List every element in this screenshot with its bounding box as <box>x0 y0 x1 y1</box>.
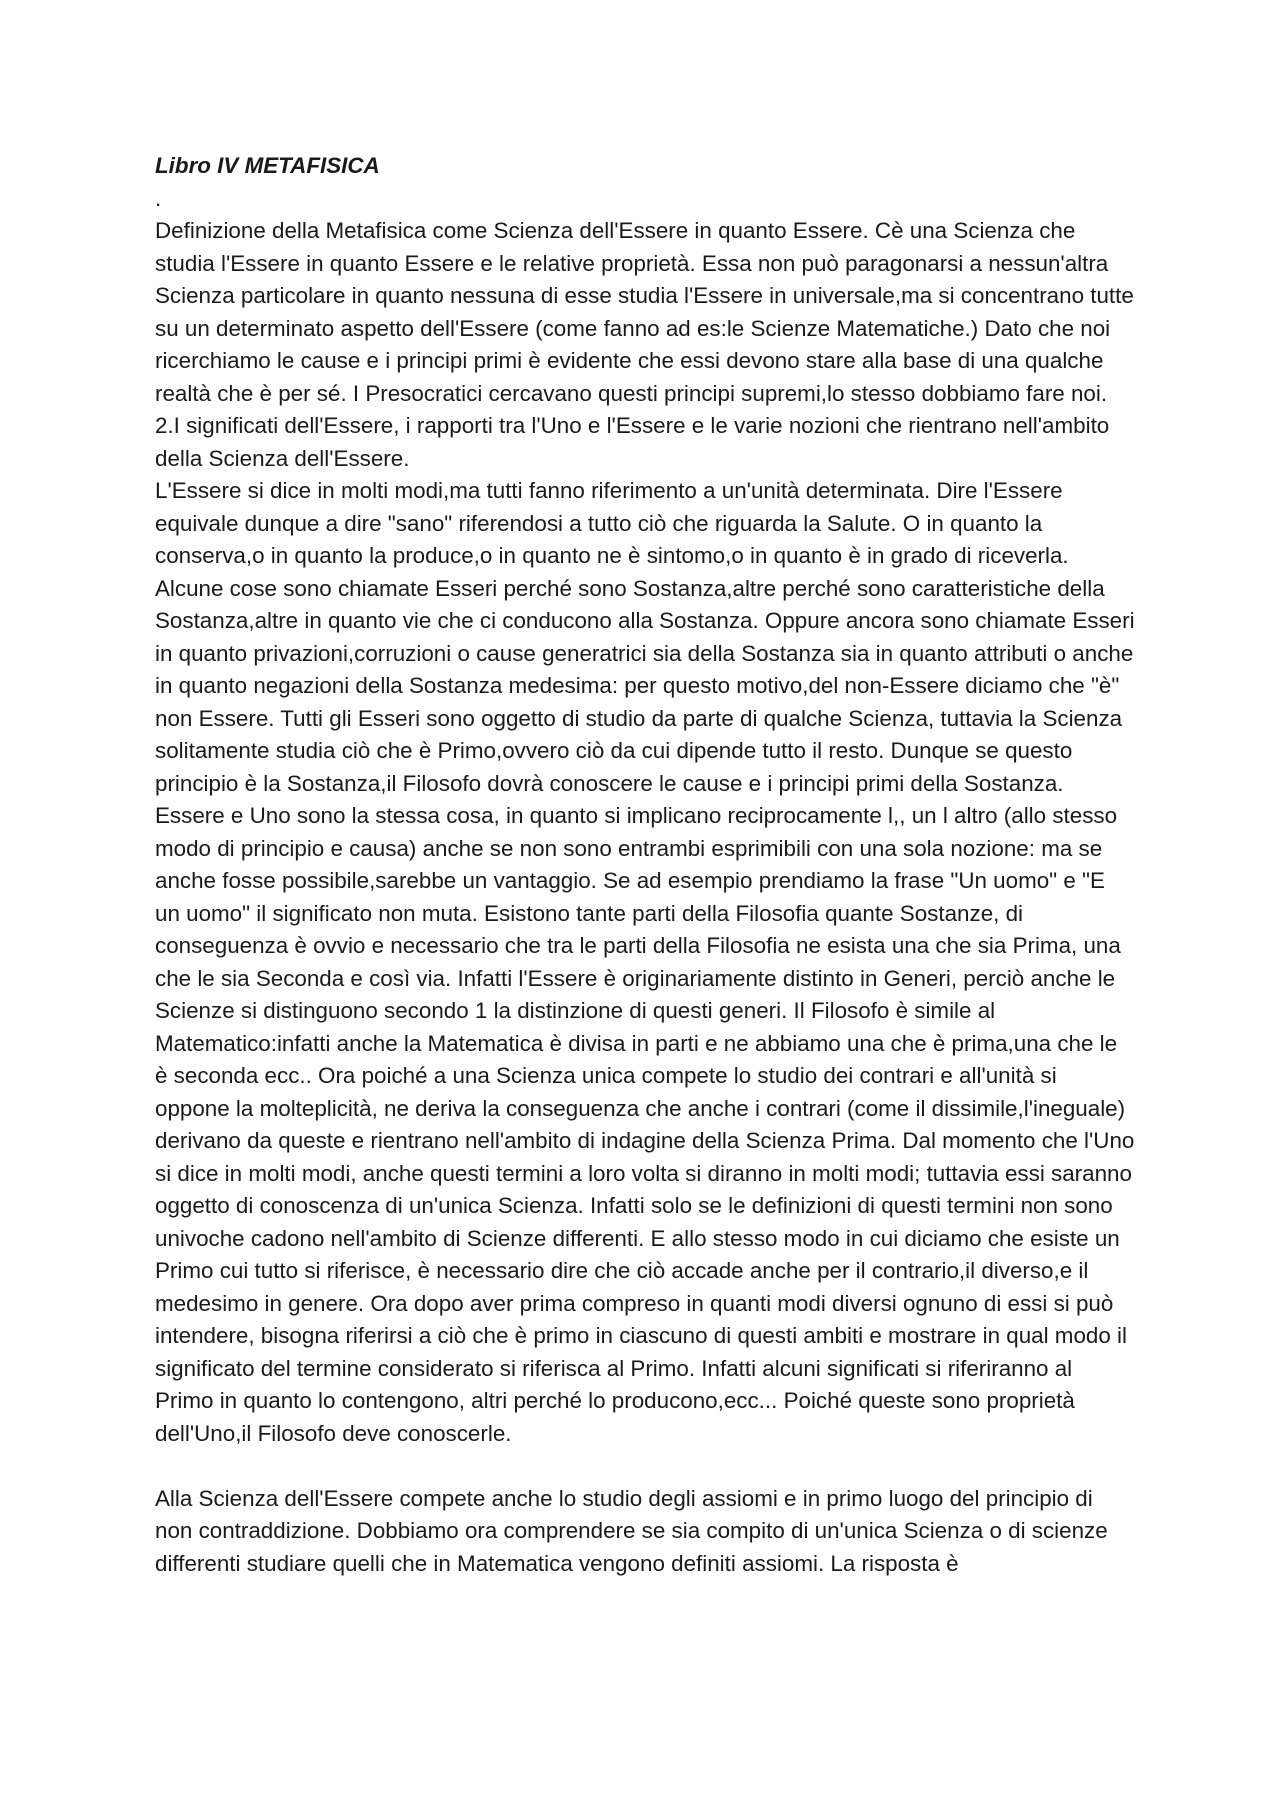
document-title: Libro IV METAFISICA <box>155 153 380 178</box>
paragraph-3: Alla Scienza dell'Essere compete anche lo studio degli assiomi e in primo luogo del principio di non contraddizione. Dobbiamo ora comprendere se sia compito di un'unica Scienza o di scienze differenti studiare quelli che in Matematica vengono definiti assiomi. La risposta è <box>155 1485 1108 1576</box>
paragraph-1: Definizione della Metafisica come Scienza dell'Essere in quanto Essere. Cè una Scienza che studia l'Essere in quanto Essere e le relative proprietà. Essa non può paragonarsi a nessun'altra Scienza particolare in quanto nessuna di esse studia l'Essere in universale,ma si concentrano tutte su un determinato aspetto dell'Essere (come fanno ad es:le Scienze Matematiche.) Dato che noi ricerchiamo le cause e i principi primi è evidente che essi devono stare alla base di una qualche realtà che è per sé. I Presocratici cercavano questi principi supremi,lo stesso dobbiamo fare noi. 2.I significati dell'Essere, i rapporti tra l'Uno e l'Essere e le varie nozioni che rientrano nell'ambito della Scienza dell'Essere. <box>155 218 1134 471</box>
paragraph-gap <box>155 1450 1135 1483</box>
dot-marker: . <box>155 185 162 211</box>
paragraph-2: L'Essere si dice in molti modi,ma tutti fanno riferimento a un'unità determinata. Dire l'Essere equivale dunque a dire "sano" riferendosi a tutto ciò che riguarda la Salute. O in quanto la conserva,o in quanto la produce,o in quanto ne è sintomo,o in quanto è in grado di riceverla. Alcune cose sono chiamate Esseri perché sono Sostanza,altre perché sono caratteristiche della Sostanza,altre in quanto vie che ci conducono alla Sostanza. Oppure ancora sono chiamate Esseri in quanto privazioni,corruzioni o cause generatrici sia della Sostanza sia in quanto attributi o anche in quanto negazioni della Sostanza medesima: per questo motivo,del non-Essere diciamo che "è" non Essere. Tutti gli Esseri sono oggetto di studio da parte di qualche Scienza, tuttavia la Scienza solitamente studia ciò che è Primo,ovvero ciò da cui dipende tutto il resto. Dunque se questo principio è la Sostanza,il Filosofo dovrà conoscere le cause e i principi primi della Sostanza. Essere e Uno sono la stessa cosa, in quanto si implicano reciprocamente l,, un l altro (allo stesso modo di principio e causa) anche se non sono entrambi esprimibili con una sola nozione: ma se anche fosse possibile,sarebbe un vantaggio. Se ad esempio prendiamo la frase "Un uomo" e "E un uomo" il significato non muta. Esistono tante parti della Filosofia quante Sostanze, di conseguenza è ovvio e necessario che tra le parti della Filosofia ne esista una che sia Prima, una che le sia Seconda e così via. Infatti l'Essere è originariamente distinto in Generi, perciò anche le Scienze si distinguono secondo 1 la distinzione di questi generi. Il Filosofo è simile al Matematico:infatti anche la Matematica è divisa in parti e ne abbiamo una che è prima,una che le è seconda ecc.. Ora poiché a una Scienza unica compete lo studio dei contrari e all'unità si oppone la molteplicità, ne deriva la conseguenza che anche i contrari (come il dissimile,l'ineguale) derivano da queste e rientrano nell'ambito di indagine della Scienza Prima. Dal momento che l'Uno si dice in molti modi, anche questi termini a loro volta si diranno in molti modi; tuttavia essi saranno oggetto di conoscenza di un'unica Scienza. Infatti solo se le definizioni di questi termini non sono univoche cadono nell'ambito di Scienze differenti. E allo stesso modo in cui diciamo che esiste un Primo cui tutto si riferisce, è necessario dire che ciò accade anche per il contrario,il diverso,e il medesimo in genere. Ora dopo aver prima compreso in quanti modi diversi ognuno di essi si può intendere, bisogna riferirsi a ciò che è primo in ciascuno di questi ambiti e mostrare in qual modo il significato del termine considerato si riferisca al Primo. Infatti alcuni significati si riferiranno al Primo in quanto lo contengono, altri perché lo producono,ecc... Poiché queste sono proprietà dell'Uno,il Filosofo deve conoscerle. <box>155 478 1135 1446</box>
document-page <box>155 150 1135 1580</box>
